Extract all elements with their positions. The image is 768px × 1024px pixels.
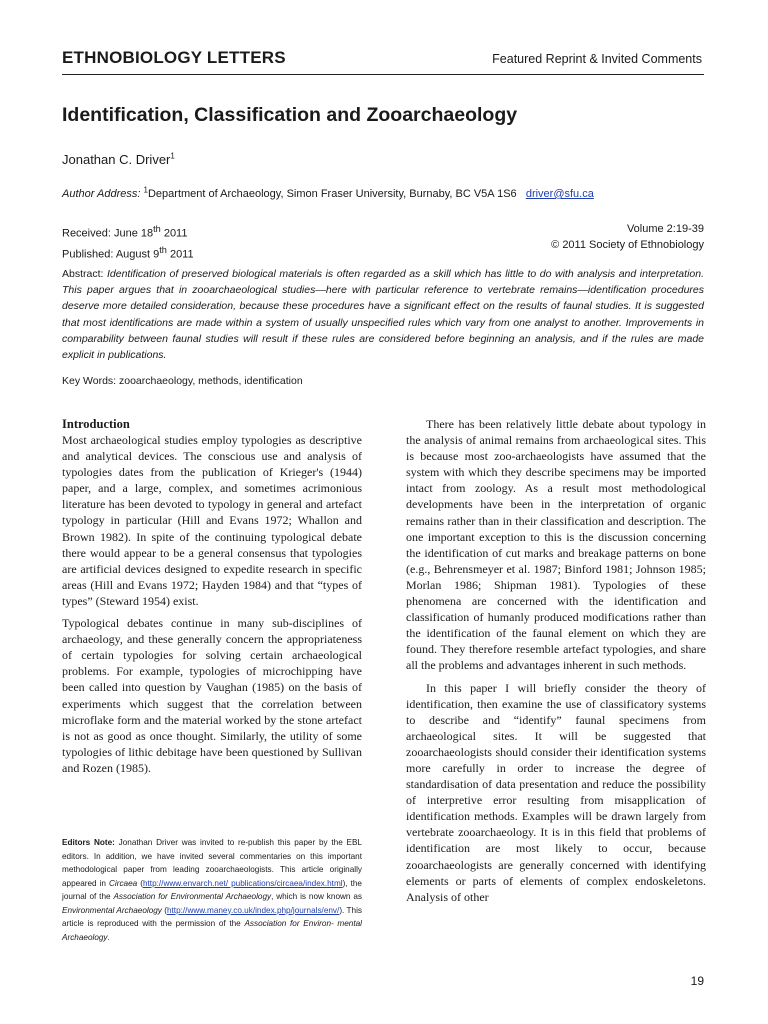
keywords: Key Words: zooarchaeology, methods, identification bbox=[62, 375, 303, 387]
abstract bbox=[62, 266, 704, 363]
volume-block bbox=[551, 221, 704, 253]
author-address bbox=[62, 185, 594, 200]
section-heading-introduction: Introduction bbox=[62, 417, 130, 431]
dates-block bbox=[62, 221, 194, 262]
editors-note: Editors Note: Jonathan Driver was invited to re-publish this paper by the EBL editors. In addition, we have invited several commentaries on this important methodological paper from leading zooarchaeologists. This article originally appeared in Circaea (http://www.envarch.net/ publications/circaea/index.html), the journal of the Association for Environmental Archaeology, which is now known as Environmental Archaeology (http://www.maney.co.uk/index.php/journals/env/). This article is reproduced with the permission of the Association for Environ- mental Archaeology. bbox=[62, 838, 363, 942]
editors-note-label: Editors Note: bbox=[62, 838, 115, 847]
address-text: Department of Archaeology, Simon Fraser University, Burnaby, BC V5A 1S6 bbox=[147, 188, 517, 200]
circaea-link[interactable]: http://www.envarch.net/ publications/circaea/index.html bbox=[142, 878, 343, 888]
author-email-link[interactable]: driver@sfu.ca bbox=[525, 188, 594, 200]
left-column bbox=[62, 416, 362, 782]
abstract-label: Abstract: bbox=[62, 268, 104, 280]
abstract-text: Identification of preserved biological materials is often regarded as a skill which has little to do with analysis and interpretation. This paper argues that in zooarchaeological studies—here with particular reference to vertebrate remains—identification procedures deserve more detailed consideration, because these procedures have a significant effect on the results of faunal studies. It is suggested that most identifications are made within a system of usually unspecified rules which vary from one analyst to another. Improvements in comparability between faunal studies will result if these rules are considered before beginning an analysis, and if the rules are made explicit in publications. bbox=[62, 268, 704, 362]
volume-info: Volume 2:19-39 bbox=[626, 223, 704, 235]
maney-link[interactable]: http://www.maney.co.uk/index.php/journals/env/ bbox=[166, 905, 340, 915]
author-line bbox=[62, 152, 175, 167]
section-tag: Featured Reprint & Invited Comments bbox=[492, 52, 702, 66]
journal-name: ETHNOBIOLOGY LETTERS bbox=[62, 48, 286, 67]
body-paragraph-1: There has been relatively little debate about typology in the analysis of animal remains from archaeological sites. This is because most zoo-archaeologists have assumed that the system with which they describe specimens may be imported intact from zoology. As a result most methodological developments have been in the interpretation of organic remains rather than in their classification and description. The one important exception to this is the discussion concerning the identification of cut marks and breakage patterns on bone (e.g., Behrensmeyer et al. 1987; Binford 1981; Johnson 1985; Morlan 1986; Shipman 1981). Typologies of these phenomena are concerned with the identification and classification of humanly produced modifications rather than the identification of the faunal element on which they are found. They therefore resemble artefact typologies, and share all the problems and advantages inherent in such methods. bbox=[406, 417, 706, 673]
address-label: Author Address: bbox=[62, 188, 141, 200]
author-name: Jonathan C. Driver bbox=[62, 152, 171, 167]
intro-paragraph-1: Most archaeological studies employ typologies as descriptive and analytical devices. The conscious use and analysis of typologies dates from the publication of Krieger's (1944) paper, and a large, complex, and sometimes acrimonious literature has been devoted to typology in general and artefact typology in particular (Hill and Evans 1972; Whallon and Brown 1982). In spite of the continuing typological debate there would appear to be a general consensus that typologies are artificial devices designed to expedite research in specific areas (Hill and Evans 1972; Hayden 1984) and that “types of types” (Steward 1954) exist. bbox=[62, 433, 362, 608]
journal-header bbox=[62, 48, 704, 75]
intro-paragraph-2: Typological debates continue in many sub-disciplines of archaeology, and these generally concern the appropriateness of certain typologies for solving certain archaeological problems. For example, typologies of microchipping have been called into question by Vaughan (1985) on the basis of experiments which suggest that the correlation between microflake form and the material worked by the stone artefact is not as good as once thought. Similarly, the utility of some typologies of lithic debitage have been questioned by Sullivan and Rozen (1985). bbox=[62, 616, 362, 775]
article-title: Identification, Classification and Zooarchaeology bbox=[62, 104, 518, 126]
body-paragraph-2: In this paper I will briefly consider the theory of identification, then examine the use of classificatory systems to describe and “identify” faunal specimens from archaeological sites. It will be suggested that zooarchaeologists should consider their identification systems more carefully in order to increase the degree of standardisation of data presentation and reduce the possibility of interpretive error resulting from misapplication of identification methods. Examples will be drawn largely from vertebrate zooarchaeology. It is in this field that problems of identification are most likely to occur, because zooarchaeologists are generally concerned with identifying elements or parts of elements of complex endoskeletons. Analysis of other bbox=[406, 680, 706, 904]
address-affiliation-mark: 1 bbox=[143, 185, 148, 195]
copyright-info: © 2011 Society of Ethnobiology bbox=[551, 239, 704, 251]
author-affiliation-mark: 1 bbox=[170, 151, 175, 161]
published-date: Published: August 9th 2011 bbox=[62, 244, 194, 261]
right-column bbox=[406, 416, 706, 911]
page-number: 19 bbox=[690, 974, 704, 988]
received-date: Received: June 18th 2011 bbox=[62, 224, 188, 240]
